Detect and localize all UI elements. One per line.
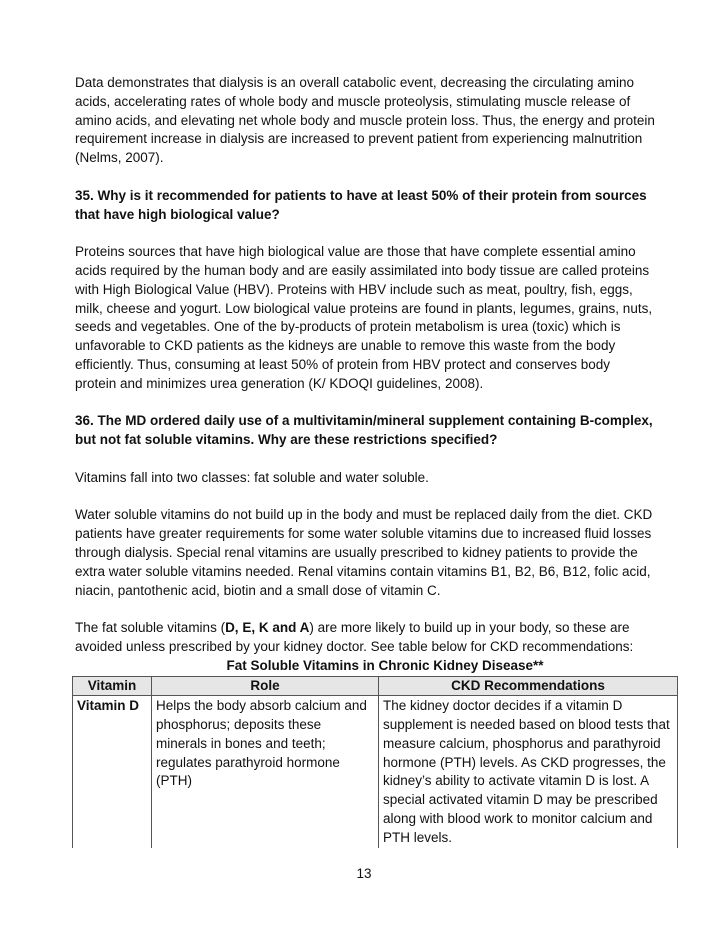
vitamin-table [72,676,678,848]
document-body [75,74,670,848]
cell-role: Helps the body absorb calcium and phosphorus; deposits these minerals in bones and teeth; regulates parathyroid hormone (PTH) [152,696,379,848]
header-ckd-recommendations: CKD Recommendations [379,676,678,696]
cell-vitamin-name: Vitamin D [73,696,152,848]
paragraph-dialysis-catabolic: Data demonstrates that dialysis is an overall catabolic event, decreasing the circulating amino acids, accelerating rates of whole body and muscle proteolysis, stimulating muscle release of amino acids, and elevating net whole body and muscle protein loss. Thus, the energy and protein requirement increase in dialysis are increased to prevent patient from experiencing malnutrition (Nelms, 2007). [75,75,655,166]
table-header-row [73,676,678,696]
page-number: 13 [356,866,372,881]
fat-soluble-text-start: The fat soluble vitamins ( [75,620,226,636]
header-vitamin: Vitamin [73,676,152,696]
paragraph-water-soluble: Water soluble vitamins do not build up in the body and must be replaced daily from the diet. CKD patients have greater requirements for some water soluble vitamins due to increased fluid losses through dialysis. Special renal vitamins are usually prescribed to kidney patients to provide the extra water soluble vitamins needed. Renal vitamins contain vitamins B1, B2, B6, B12, folic acid, niacin, pantothenic acid, biotin and a small dose of vitamin C. [75,507,653,598]
table-row [73,696,678,848]
question-36: 36. The MD ordered daily use of a multivitamin/mineral supplement containing B-complex, but not fat soluble vitamins. Why are these restrictions specified? [75,413,653,448]
paragraph-hbv-proteins: Proteins sources that have high biological value are those that have complete essential amino acids required by the human body and are easily assimilated into body tissue are called proteins with High Biological Value (HBV). Proteins with HBV include such as meat, poultry, fish, eggs, milk, cheese and yogurt. Low biological value proteins are found in plants, legumes, grains, nuts, seeds and vegetables. One of the by-products of protein metabolism is urea (toxic) which is unfavorable to CKD patients as the kidneys are unable to remove this waste from the body efficiently. Thus, consuming at least 50% of protein from HBV protect and conserves body protein and minimizes urea generation (K/ KDOQI guidelines, 2008). [75,244,653,391]
fat-soluble-text-end: ) are more likely to build up in your body, so these are avoided unless prescribed by your kidney doctor. See table below for CKD recommendations: [75,620,634,654]
header-role: Role [152,676,379,696]
fat-soluble-vitamin-list: D, E, K and A [225,620,310,636]
paragraph-fat-soluble [75,619,655,657]
cell-ckd-recommendation: The kidney doctor decides if a vitamin D supplement is needed based on blood tests that measure calcium, phosphorus and parathyroid hormone (PTH) levels. As CKD progresses, the kidney’s ability to activate vitamin D is lost. A special activated vitamin D may be prescribed along with blood work to monitor calcium and PTH levels. [379,696,678,848]
table-title: Fat Soluble Vitamins in Chronic Kidney Disease** [226,657,544,673]
question-35: 35. Why is it recommended for patients to have at least 50% of their protein from sources that have high biological value? [75,187,647,222]
paragraph-vitamin-classes: Vitamins fall into two classes: fat soluble and water soluble. [75,469,429,485]
